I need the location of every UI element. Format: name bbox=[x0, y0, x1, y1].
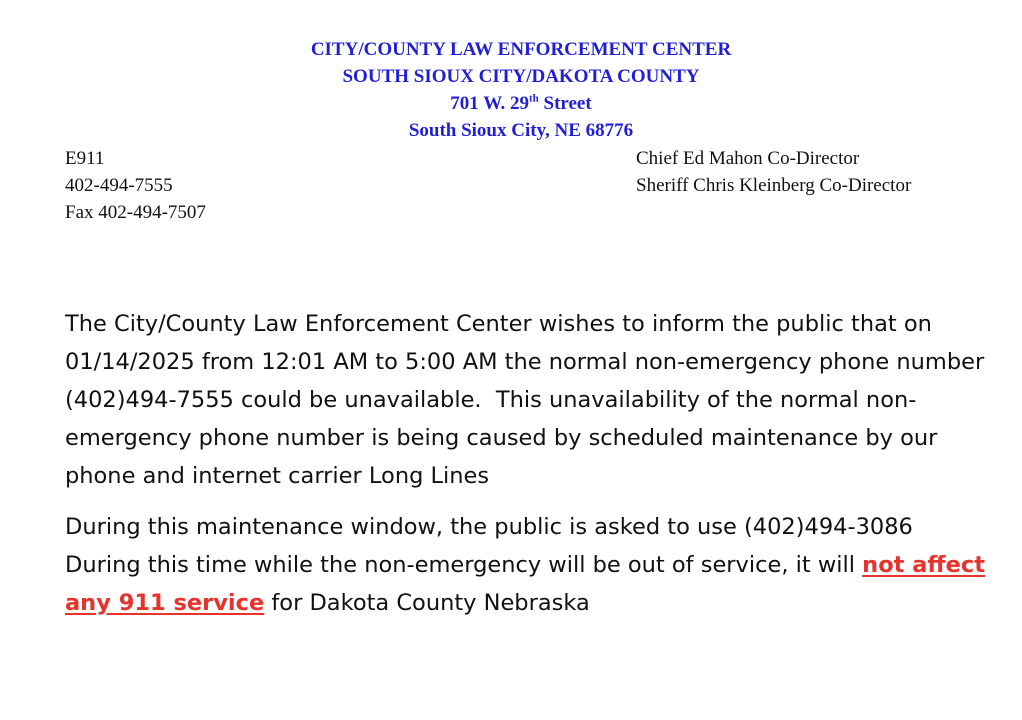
contact-numbers bbox=[65, 145, 206, 226]
address-street: Street bbox=[538, 93, 592, 114]
letterhead-agency-name: CITY/COUNTY LAW ENFORCEMENT CENTER bbox=[310, 39, 732, 60]
fax-number: Fax 402-494-7507 bbox=[65, 202, 206, 223]
notice-paragraph-1: The City/County Law Enforcement Center wishes to inform the public that on 01/14/2025 from 12:01 AM to 5:00 AM the normal non-emergency phone number (402)494-7555 could be unavailable. This unavailability of the normal non-emergency phone number is being caused by scheduled maintenance by our phone and internet carrier Long Lines bbox=[65, 311, 992, 489]
notice-paragraph-2-start: During this maintenance window, the public is asked to use (402)494-3086 During this time while the non-emergency will be out of service, it will bbox=[65, 514, 913, 578]
directors-block bbox=[636, 145, 911, 199]
notice-emphasis-no-911-impact: not affect any 911 service bbox=[65, 552, 985, 616]
director-sheriff: Sheriff Chris Kleinberg Co-Director bbox=[636, 175, 912, 196]
letterhead-street-address bbox=[0, 90, 1022, 117]
notice-body bbox=[65, 305, 990, 622]
notice-paragraph-2 bbox=[65, 508, 990, 622]
director-chief: Chief Ed Mahon Co-Director bbox=[636, 148, 860, 169]
address-number: 701 W. 29 bbox=[450, 93, 529, 114]
letterhead-city-state-zip: South Sioux City, NE 68776 bbox=[408, 120, 634, 141]
letterhead bbox=[0, 36, 1022, 144]
address-ordinal: th bbox=[528, 92, 539, 105]
notice-paragraph-2-end: for Dakota County Nebraska bbox=[264, 590, 590, 616]
phone-number: 402-494-7555 bbox=[65, 175, 173, 196]
e911-label: E911 bbox=[65, 148, 105, 169]
letterhead-jurisdiction: SOUTH SIOUX CITY/DAKOTA COUNTY bbox=[342, 66, 700, 87]
